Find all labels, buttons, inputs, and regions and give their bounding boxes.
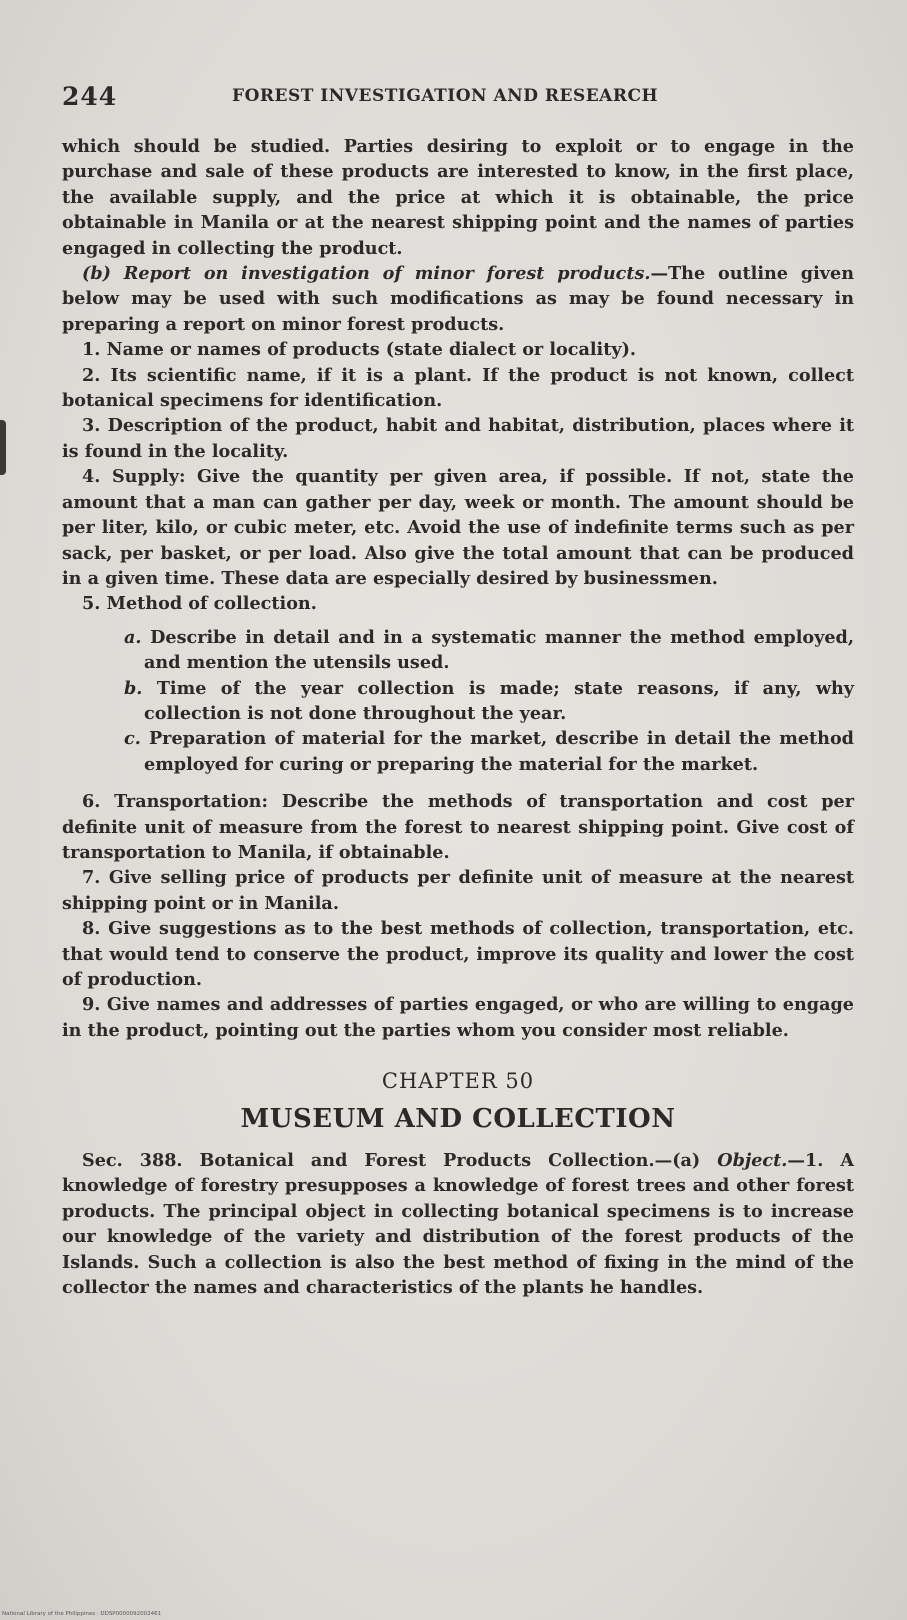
scan-footer: National Library of the Philippines · DDSP0000092002461 bbox=[2, 1611, 162, 1617]
sub-item-a bbox=[124, 625, 854, 676]
sub-item-letter: c. bbox=[124, 728, 141, 750]
sub-item-b bbox=[124, 676, 854, 727]
sub-item-letter: b. bbox=[124, 677, 143, 699]
list-item-7: 7. Give selling price of products per definite unit of measure at the nearest shipping point or in Manila. bbox=[62, 867, 854, 914]
list-item-8: 8. Give suggestions as to the best methods of collection, transportation, etc. that would tend to conserve the product, improve its quality and lower the cost of production. bbox=[62, 918, 854, 990]
list-item-9: 9. Give names and addresses of parties engaged, or who are willing to engage in the product, pointing out the parties whom you consider most reliable. bbox=[62, 994, 854, 1041]
report-prefix: (b) bbox=[82, 263, 111, 285]
report-paragraph bbox=[62, 261, 854, 337]
list-item-5: 5. Method of collection. bbox=[82, 593, 317, 615]
sub-item-c bbox=[124, 726, 854, 777]
report-text: —The outline given below may be used with such modifications as may be found necessary in preparing a report on minor forest products. bbox=[62, 263, 854, 335]
page-number: 244 bbox=[62, 82, 118, 111]
page-body bbox=[62, 134, 854, 1300]
sub-item-text: Time of the year collection is made; state reasons, if any, why collection is not done throughout the year. bbox=[144, 677, 854, 724]
section-paragraph bbox=[62, 1148, 854, 1300]
list-item-1: 1. Name or names of products (state dialect or locality). bbox=[82, 339, 637, 361]
section-heading: Sec. 388. Botanical and Forest Products Collection.— bbox=[82, 1150, 673, 1172]
chapter-label: CHAPTER 50 bbox=[381, 1069, 535, 1094]
collection-sublist bbox=[124, 625, 854, 777]
sub-item-text: Preparation of material for the market, describe in detail the method employed for curing or preparing the material for the market. bbox=[144, 728, 854, 775]
sub-item-letter: a. bbox=[124, 626, 142, 648]
intro-paragraph: which should be studied. Parties desiring to exploit or to engage in the purchase and sale of these products are interested to know, in the first place, the available supply, and the price at which it is obtainable, the price obtainable in Manila or at the nearest shipping point and the names of parties engaged in collecting the product. bbox=[62, 136, 854, 259]
sub-item-text: Describe in detail and in a systematic manner the method employed, and mention the utensils used. bbox=[144, 626, 854, 674]
section-sub-prefix: (a) bbox=[672, 1150, 701, 1172]
binding-shadow bbox=[0, 420, 6, 475]
section-text: —1. A knowledge of forestry presupposes a knowledge of forest trees and other forest products. The principal object in collecting botanical specimens is to increase our knowledge of the variety and distribution of the forest products of the Islands. Such a collection is also the best method of fixing in the mind of the collector the names and characteristics of the plants he handles. bbox=[62, 1150, 854, 1299]
list-item-3: 3. Description of the product, habit and habitat, distribution, places where it is found in the locality. bbox=[62, 415, 854, 462]
running-head: FOREST INVESTIGATION AND RESEARCH bbox=[232, 86, 659, 106]
list-item-2: 2. Its scientific name, if it is a plant. If the product is not known, collect botanical specimens for identification. bbox=[62, 364, 854, 412]
list-item-6: 6. Transportation: Describe the methods of transportation and cost per definite unit of measure from the forest to nearest shipping point. Give cost of transportation to Manila, if obtainable. bbox=[62, 791, 854, 863]
report-title: Report on investigation of minor forest products. bbox=[123, 263, 651, 285]
list-item-4: 4. Supply: Give the quantity per given area, if possible. If not, state the amount that a man can gather per day, week or month. The amount should be per liter, kilo, or cubic meter, etc. Avoid the use of indefinite terms such as per sack, per basket, or per load. Also give the total amount that can be produced in a given time. These data are especially desired by businessmen. bbox=[62, 466, 854, 589]
chapter-title: MUSEUM AND COLLECTION bbox=[240, 1103, 676, 1134]
section-sub-title: Object. bbox=[717, 1150, 788, 1172]
page-header bbox=[62, 82, 847, 112]
